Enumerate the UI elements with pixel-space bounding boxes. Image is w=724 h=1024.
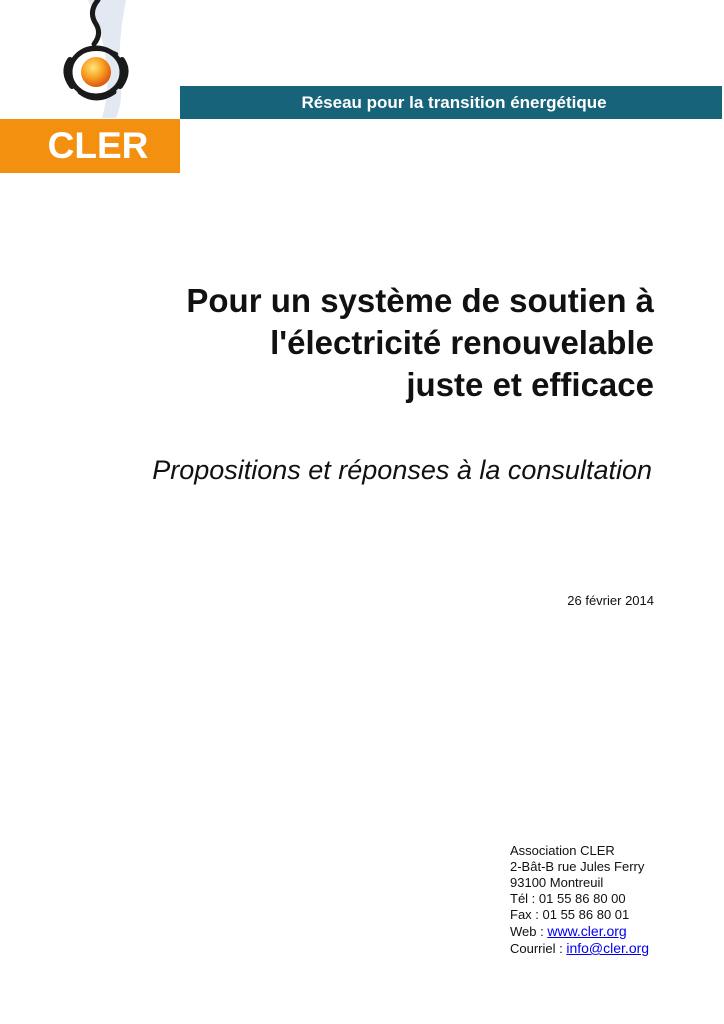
email-label: Courriel : xyxy=(510,941,567,956)
document-subtitle: Propositions et réponses à la consultation xyxy=(152,455,652,485)
contact-org: Association CLER xyxy=(510,843,615,858)
contact-block xyxy=(510,843,649,957)
web-link[interactable]: www.cler.org xyxy=(547,923,627,939)
contact-street: 2-Bât-B rue Jules Ferry xyxy=(510,859,645,874)
contact-web xyxy=(510,923,649,940)
banner-text: Réseau pour la transition énergétique xyxy=(301,92,607,112)
contact-fax: Fax : 01 55 86 80 01 xyxy=(510,907,630,922)
cler-logo-icon xyxy=(58,0,138,118)
document-title xyxy=(54,280,654,406)
contact-email xyxy=(510,940,649,957)
brand-name: CLER xyxy=(47,125,149,166)
contact-city: 93100 Montreuil xyxy=(510,875,604,890)
header-banner xyxy=(180,86,722,119)
title-line: juste et efficace xyxy=(406,366,654,403)
contact-tel: Tél : 01 55 86 80 00 xyxy=(510,891,626,906)
title-line: l'électricité renouvelable xyxy=(270,324,654,361)
web-label: Web : xyxy=(510,924,548,939)
title-line: Pour un système de soutien à xyxy=(186,282,654,319)
document-date: 26 février 2014 xyxy=(567,593,654,608)
brand-box xyxy=(0,119,180,173)
email-link[interactable]: info@cler.org xyxy=(566,940,650,956)
